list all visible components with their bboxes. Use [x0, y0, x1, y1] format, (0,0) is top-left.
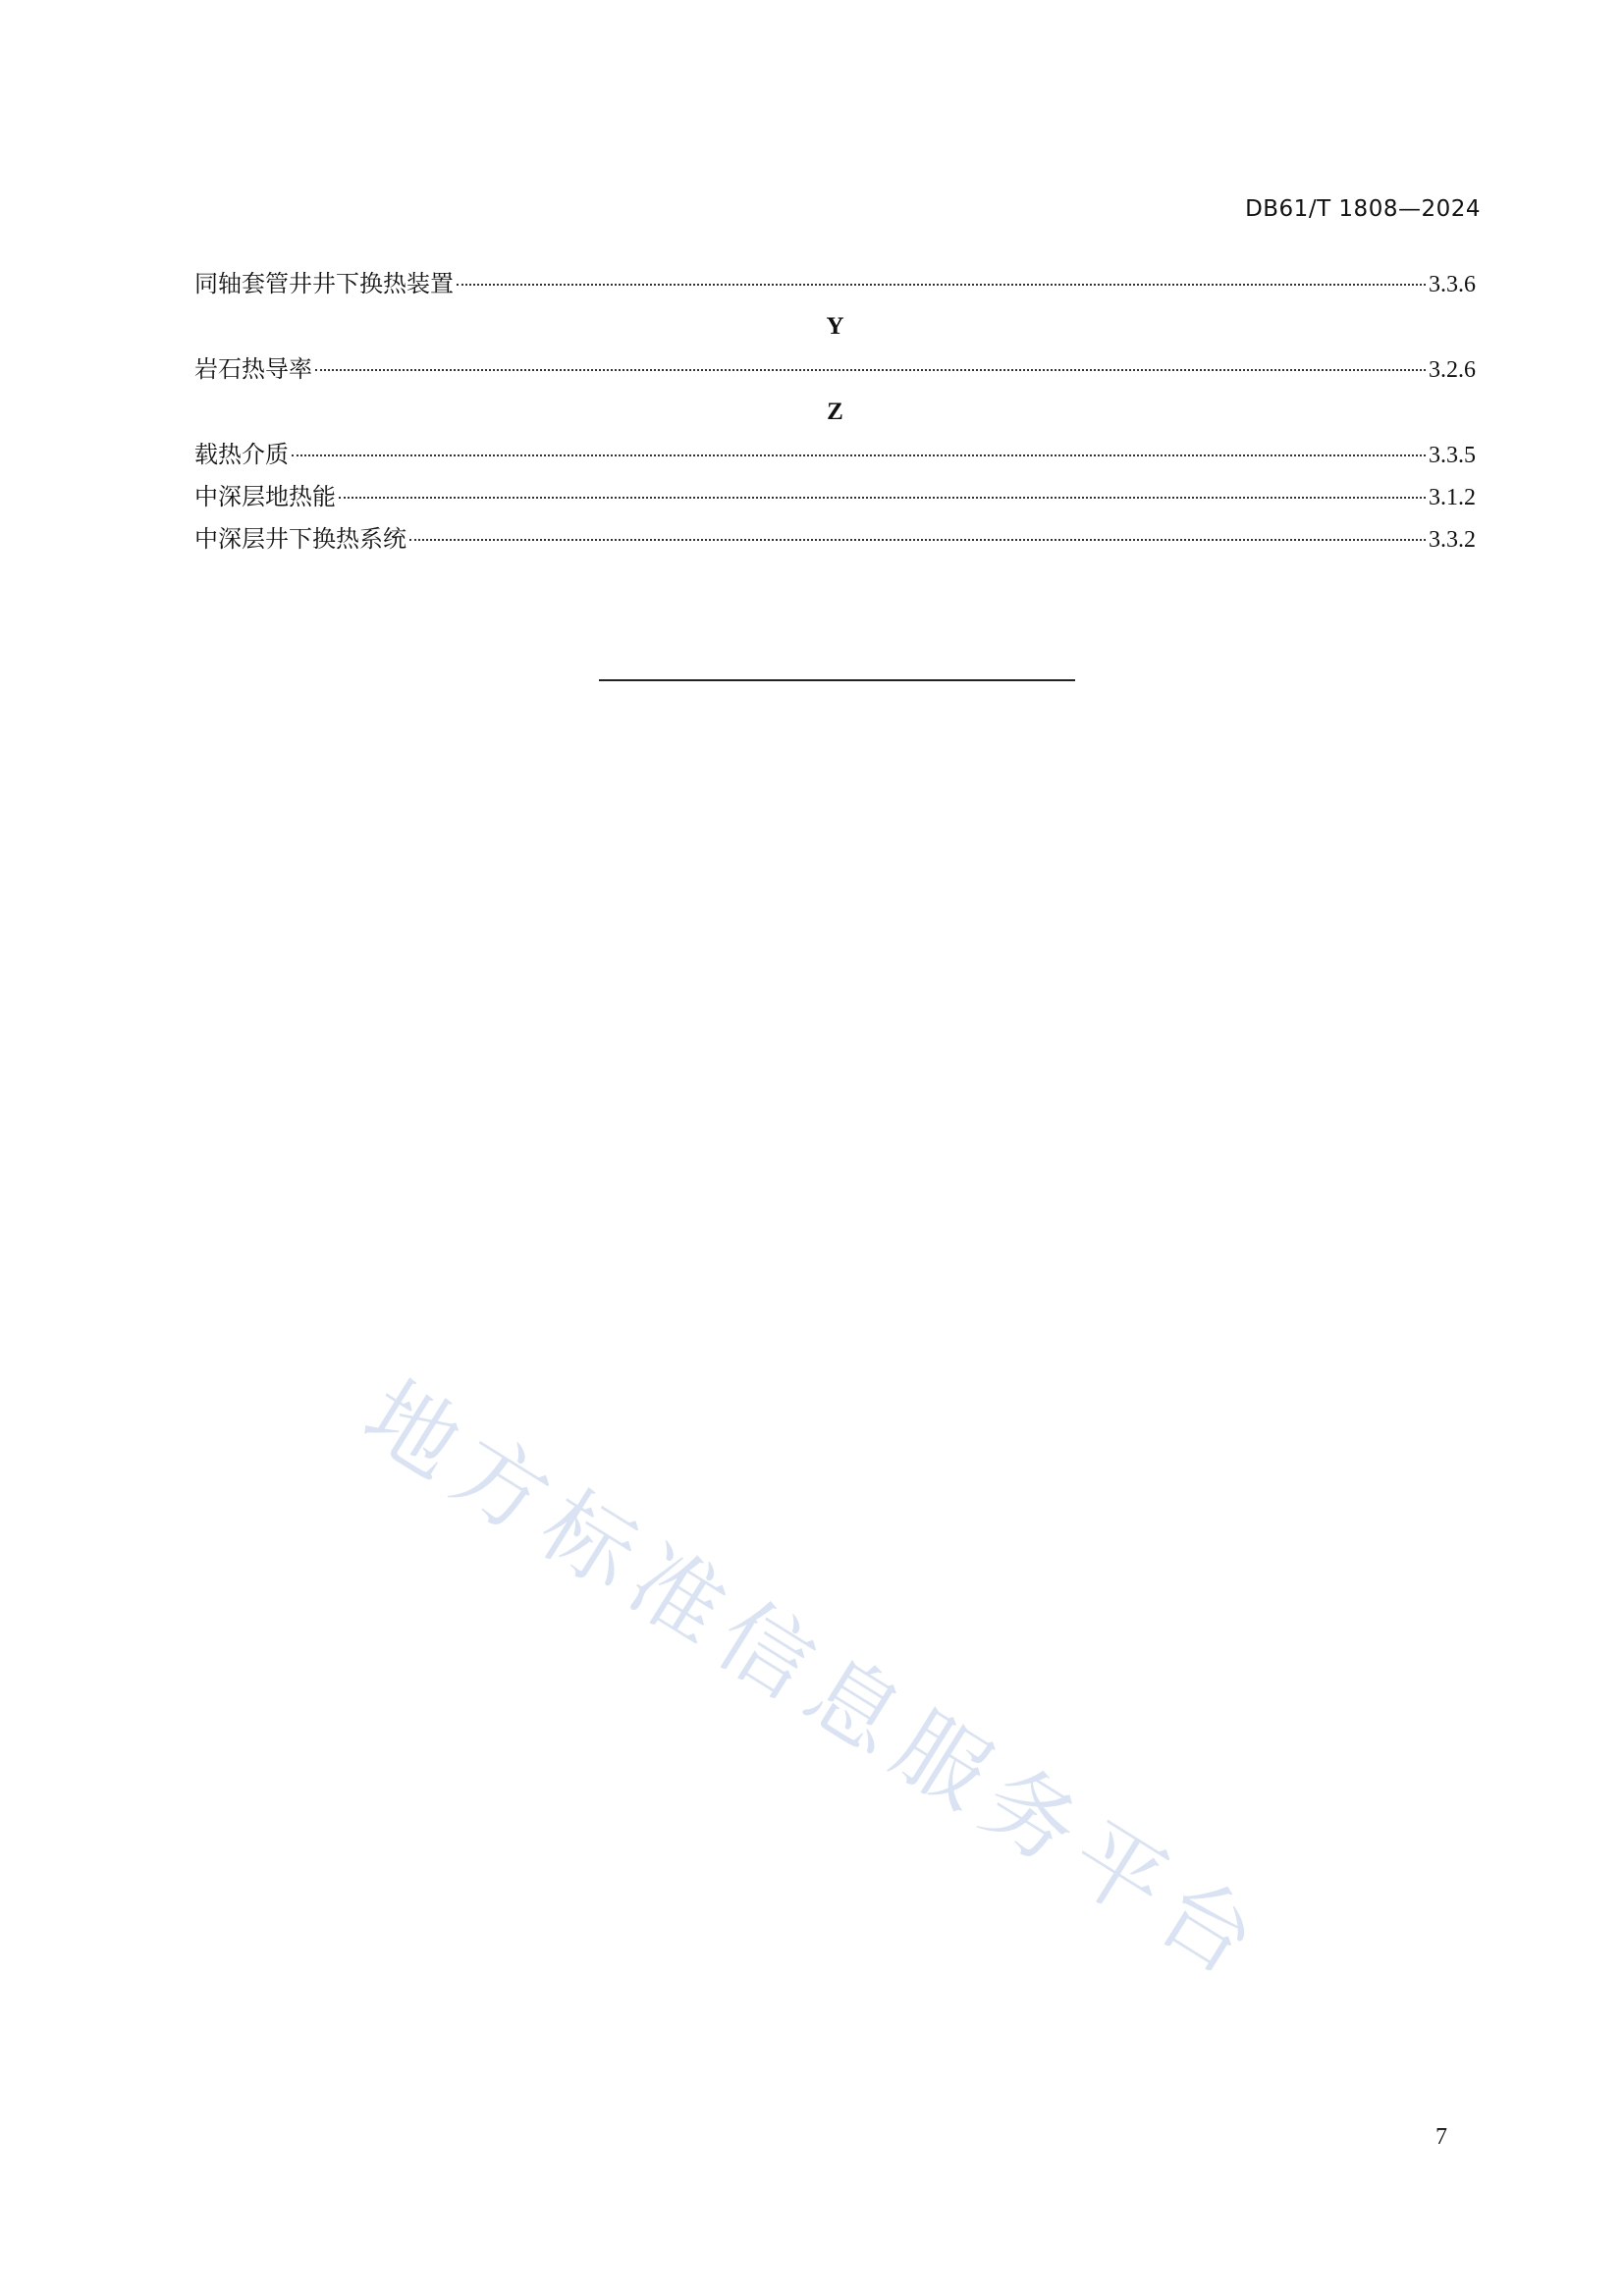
index-letter-heading: Y	[826, 313, 844, 340]
index-term: 中深层井下换热系统	[194, 525, 406, 553]
index-reference: 3.3.5	[1429, 443, 1476, 468]
index-term: 同轴套管井井下换热装置	[194, 270, 454, 297]
index-entry	[194, 348, 1476, 391]
index-reference: 3.2.6	[1429, 357, 1476, 383]
index-term: 载热介质	[194, 441, 289, 468]
index-entry	[194, 263, 1476, 305]
index-list	[194, 263, 1476, 561]
document-code: DB61/T 1808—2024	[1245, 196, 1481, 222]
dot-leader	[457, 284, 1426, 286]
dot-leader	[315, 369, 1426, 371]
index-entry	[194, 434, 1476, 476]
page-number: 7	[1435, 2124, 1447, 2150]
index-reference: 3.1.2	[1429, 485, 1476, 510]
index-term: 岩石热导率	[194, 355, 312, 383]
index-letter-heading: Z	[827, 399, 843, 425]
index-term: 中深层地热能	[194, 483, 336, 510]
end-rule-divider	[599, 679, 1075, 681]
index-reference: 3.3.2	[1429, 527, 1476, 553]
dot-leader	[339, 497, 1426, 499]
index-entry	[194, 476, 1476, 518]
dot-leader	[292, 454, 1426, 456]
watermark: 地方标准信息服务平台	[346, 1361, 1285, 2002]
dot-leader	[409, 539, 1426, 541]
index-reference: 3.3.6	[1429, 272, 1476, 297]
index-entry	[194, 518, 1476, 561]
